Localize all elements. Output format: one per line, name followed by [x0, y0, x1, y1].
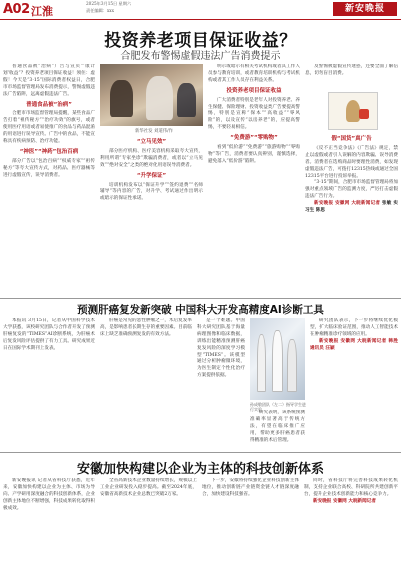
story1-col1-body2: 部分广告以“包治百病”“权威专家”“祖传秘方”等夸大宣传方式，对药品、医疗器械等进行虚假宣传，误导消费者。 — [3, 158, 95, 178]
masthead — [0, 0, 401, 20]
story1-col2-heading2: “升学保证” — [136, 172, 167, 179]
story1-col4-heading: 假“国货”真广告 — [331, 136, 372, 142]
story2-body-c: 是一个难题。中国科大研究团队基于海量病理图像和临床数据，训练出能精准预测肝癌复发风险的深度学习模型“TIMES”。该模型通过分析肿瘤微环境，为医生制定个性化治疗方案提供依据。 — [197, 318, 245, 379]
story2-col3 — [197, 318, 245, 446]
story1-col3-body: 明示或暗示有相关考试机构或者其工作人员参与教育培训，或者教育培训机构与考试机构或者其工作人员存在利益关系。 — [208, 64, 300, 83]
story3-credit: 新安晚报 安徽网 大皖新闻记者 — [313, 498, 376, 504]
story3-col2 — [100, 478, 197, 582]
divider-2 — [0, 452, 401, 453]
story2-col2 — [100, 318, 192, 446]
story3-body-d: 同时，省科技厅将完善科技成果转化机制，支持企业联合高校、科研院所共建创新平台，提升企业技术创新能力和核心竞争力。 — [304, 478, 398, 497]
page-number: A02 — [3, 2, 30, 17]
story1-col4-body2: 《反不正当竞争法》《广告法》规定，禁止以虚假或者引人误解的内容欺骗、误导消费者。消费者在选购商品时要理性消费，如发现虚假违法广告，可拨打12315热线或通过全国12315平台进行投诉举报。 — [305, 145, 398, 179]
story1-intro: 普通食品被“治病”广告与宣页”‘康计划’收益”？投资养老项目保证收益！须住：虚假！今天是“3·15”国际消费者权益日，合肥市市场监督管理局发布消费提示，警惕虚假违法广告陷阱，远离虚假违法广告。 — [3, 64, 95, 97]
story1-col1-heading: 普通食品被“治病” — [26, 101, 72, 108]
story3-headline: 安徽加快构建以企业为主体的科技创新体系 — [76, 462, 324, 477]
story3-body-b: 全省高新技术企业数量持续增长，规模以上工业企业研发投入稳步提高。截至2024年底，安徽省高新技术企业总数已突破2万家。 — [100, 478, 197, 497]
story3-col1 — [3, 478, 95, 582]
story1-cartoon — [328, 92, 378, 130]
story1-credit-names: 张敏 实习生 陈思 — [305, 201, 398, 214]
story2-body-b: 肝癌是常见的恶性肿瘤之一，术后复发率高，是影响患者长期生存的重要因素。目前临床上缺乏准确预测复发的有效方法。 — [100, 318, 192, 337]
story1-photo-caption: 新华社发 刘道伟/作 — [135, 129, 174, 134]
story3-body-c: 下一步，安徽将持续强化企业科技创新主体地位，推动创新链产业链资金链人才链深度融合，加快建设科技强省。 — [202, 478, 299, 497]
story2-col4 — [250, 410, 305, 446]
story1-col2 — [100, 136, 203, 294]
story2-credit: 新安晚报 安徽网 大皖新闻记者 韩胜 通讯员 汪颖 — [310, 338, 398, 351]
story1-col1 — [3, 64, 95, 294]
date-line: 2025年3月15日 星期六 — [86, 1, 132, 6]
newspaper-logo: 新安晚报 — [333, 2, 397, 16]
story2-body-d: 研究表明，该系统预测准确率显著高于传统方法，有望在临床推广应用，帮助更多肝癌患者获得精准的术后管理。 — [250, 410, 305, 443]
story2-col5 — [310, 318, 398, 446]
story3-col3 — [202, 478, 299, 582]
story1-col3-heading: 投资养老项目保证收益 — [226, 87, 282, 94]
story1-col3 — [208, 64, 300, 294]
story1-subhead: 合肥发布警惕虚假违法广告消费提示 — [120, 51, 281, 62]
story1-col4 — [305, 133, 398, 294]
story1-col1-body: 合肥市市场监督管理局提醒，某些食品广告打着“祖传秘方”“治疗功效”的旗号，或者使用医疗用语或者易使推广的食品与药品混淆的用语进行误导宣传。广告中的食品，不能宣称具有疾病预防、治疗功能。 — [3, 111, 95, 145]
story3-body-a: 新安晚报讯 记者从省科技厅获悉，近年来，安徽加快构建以企业为主体、市场为导向、产学研用深度融合的科技创新体系，企业创新主体地位不断增强，科技成果转化取得积极成效。 — [3, 478, 95, 511]
story1-col3-body2: 广大消费者特别是老年人对投资养老、养生保健、保险理财、投资收益类广告要提高警惕，特别是宣称“保本”“高收益”“零风险”的，以及宣传“以房养老”的，应提高警惕，不要轻易相信。 — [208, 97, 300, 131]
story2-body-a: 本报讯 3月15日，记者从中国科学技术大学获悉，该校研究团队与合作者开发了预测肝癌复发的“TIMES”AI诊断系统，为肝癌术后复发风险评估提供了有力工具。研究成果近日在国际学术期刊上发表。 — [3, 318, 95, 351]
story2-col1 — [3, 318, 95, 446]
editor-line: 责任编辑：xxx — [86, 8, 115, 13]
story2-body-e: 研究团队表示，下一步将继续优化模型，扩大临床验证范围，推动人工智能技术在肿瘤精准诊疗领域的应用。 — [310, 318, 398, 337]
story2-headline: 预测肝癌复发新突破 中国科大开发高精度AI诊断工具 — [77, 304, 324, 316]
story1-col3-heading2: “免费游”“零购物” — [230, 135, 278, 142]
story3-col4 — [304, 478, 398, 582]
story2-photo — [250, 318, 305, 400]
story1-col1-heading2: “神医”“神药”包治百病 — [19, 148, 79, 155]
section-name: 江淮 — [31, 5, 53, 18]
story1-col4-body3: “3·15”期间，合肥市市场监督管理局将加强对重点领域广告的监测力度，严厉打击虚假违法广告行为。 — [305, 180, 398, 200]
story1-col2-body: 部分医疗机构、医疗美容机构采取夸大宣传，利用所谓“专家坐诊”欺骗消费者，或者以“立马见效”“绝对安全”之类的绝对化用语误导消费者。 — [100, 148, 203, 168]
story1-col4-body: 及警惕被虚假宣传迷惑，还要全面了解信息，切勿盲目消费。 — [305, 64, 398, 76]
story1-col3-body3: 看到“低价游”“免费游”“旅游购物”“零购物”等广告，消费者要认真辨别，谨慎选择，避免落入“低价游”陷阱。 — [208, 145, 300, 164]
story1-col2-body2: 培训机构发布以“保证升学”“签约退费”“名师辅导”等内容的广告，对升学、考试通过作出明示或暗示的保证性承诺。 — [100, 182, 203, 202]
story1-credit-label: 新安晚报 安徽网 大皖新闻记者 — [314, 201, 381, 207]
story1-col2-heading: “立马见效” — [136, 139, 167, 145]
divider-1 — [0, 298, 401, 299]
story1-headline: 投资养老项目保证收益？ — [104, 31, 297, 51]
story2-photo-caption: 孙成敬团队（左二）指导学生进行实验 — [250, 402, 306, 412]
story1-photo — [100, 64, 203, 126]
